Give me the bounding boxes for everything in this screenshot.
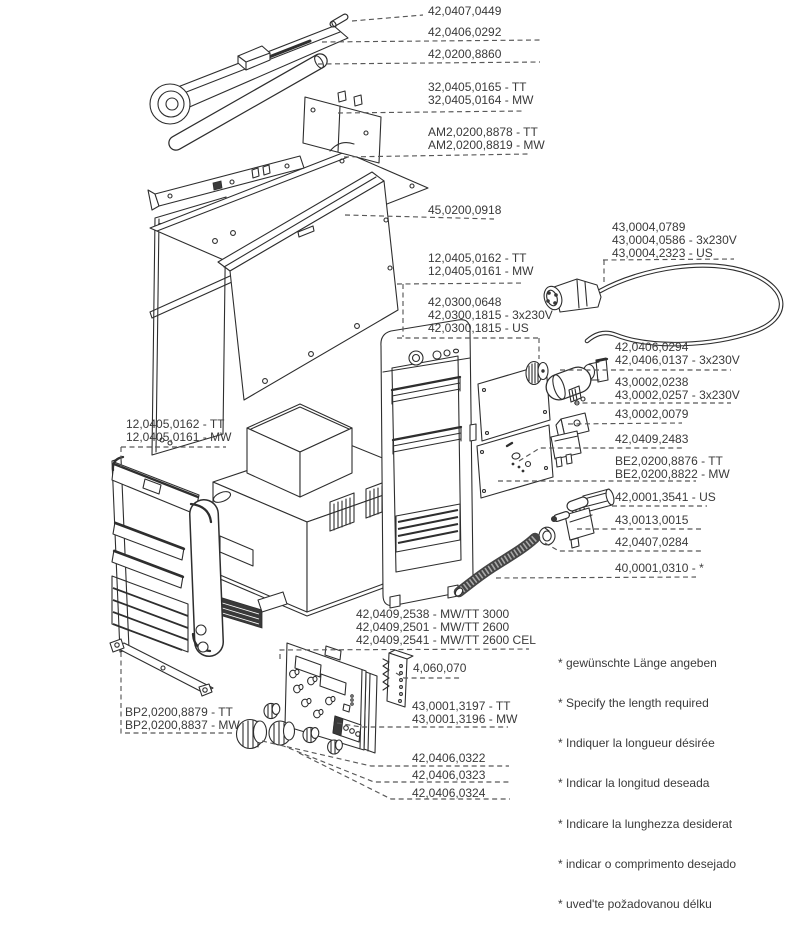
- part-label-cap: 42,0300,0648 42,0300,1815 - 3x230V 42,0300,1815 - US: [428, 295, 553, 335]
- part-label-pin-top: 42,0407,0449: [428, 4, 502, 18]
- handle-bracket-right-drawing: [303, 91, 381, 163]
- footnote-line: * indicar o comprimento desejado: [558, 856, 737, 871]
- strain-relief-drawing: [550, 373, 585, 405]
- part-label-handle-bracket: 32,0405,0165 - TT 32,0405,0164 - MW: [428, 80, 534, 107]
- part-label-top-cover: AM2,0200,8878 - TT AM2,0200,8819 - MW: [428, 125, 545, 152]
- footnote-line: * gewünschte Länge angeben: [558, 655, 717, 670]
- part-label-housing-cover: 45,0200,0918: [428, 203, 502, 217]
- footnote-line: * Indicare la lunghezza desiderat: [558, 816, 733, 831]
- part-label-hose-clamp: 42,0407,0284: [615, 535, 689, 549]
- gas-valve-drawing: [551, 502, 594, 548]
- part-label-front-frame: 12,0405,0162 - TT 12,0405,0161 - MW: [126, 417, 232, 444]
- footnote-line: * Indicar la longitud deseada: [558, 776, 710, 791]
- part-label-power-switch: 43,0002,0079: [615, 407, 689, 421]
- part-label-knob-small: 42,0406,0294 42,0406,0137 - 3x230V: [615, 340, 740, 367]
- part-label-control-pcb: 43,0001,3197 - TT 43,0001,3196 - MW: [412, 699, 518, 726]
- rear-frame-drawing: [381, 320, 476, 608]
- connector-strip-drawing: [383, 650, 413, 707]
- part-label-rear-frame: 12,0405,0162 - TT 12,0405,0161 - MW: [428, 251, 534, 278]
- part-label-strap: 42,0406,0292: [428, 25, 502, 39]
- mains-cable-drawing: [541, 265, 781, 344]
- part-label-knob-1: 42,0406,0322: [412, 751, 486, 765]
- locking-pin-drawing: [331, 17, 345, 27]
- part-label-gas-valve: 43,0013,0015: [615, 513, 689, 527]
- footnote-block: [558, 630, 736, 938]
- part-label-knob-3: 42,0406,0324: [412, 786, 486, 800]
- front-frame-drawing: [112, 457, 211, 652]
- part-label-gas-hose: 40,0001,0310 - *: [615, 561, 704, 575]
- part-label-strain-relief: 43,0002,0238 43,0002,0257 - 3x230V: [615, 375, 740, 402]
- footnote-line: * Specify the length required: [558, 696, 709, 711]
- rear-panel-plate-drawing: [477, 364, 553, 498]
- control-pcb-drawing: [285, 643, 377, 753]
- part-label-hex-adapter: 42,0001,3541 - US: [615, 490, 716, 504]
- part-label-front-print: 42,0409,2538 - MW/TT 3000 42,0409,2501 - MW/TT 2600 42,0409,2541 - MW/TT 2600 CEL: [356, 607, 536, 647]
- footnote-line: * uved'te požadovanou délku: [558, 897, 712, 912]
- footnote-line: * Indiquer la longueur désirée: [558, 736, 715, 751]
- part-label-knob-2: 42,0406,0323: [412, 768, 486, 782]
- power-switch-drawing: [551, 413, 589, 467]
- part-label-bottom-bracket: BP2,0200,8879 - TT BP2,0200,8837 - MW: [125, 705, 240, 732]
- part-label-panel-plate: BE2,0200,8876 - TT BE2,0200,8822 - MW: [615, 454, 730, 481]
- part-label-handle-tube: 42,0200,8860: [428, 47, 502, 61]
- part-label-connector: 4,060,070: [413, 661, 467, 675]
- hose-clamp-drawing: [539, 527, 555, 545]
- part-label-mains-cable: 43,0004,0789 43,0004,0586 - 3x230V 43,0004,2323 - US: [612, 220, 737, 260]
- part-label-rear-panel: 42,0409,2483: [615, 432, 689, 446]
